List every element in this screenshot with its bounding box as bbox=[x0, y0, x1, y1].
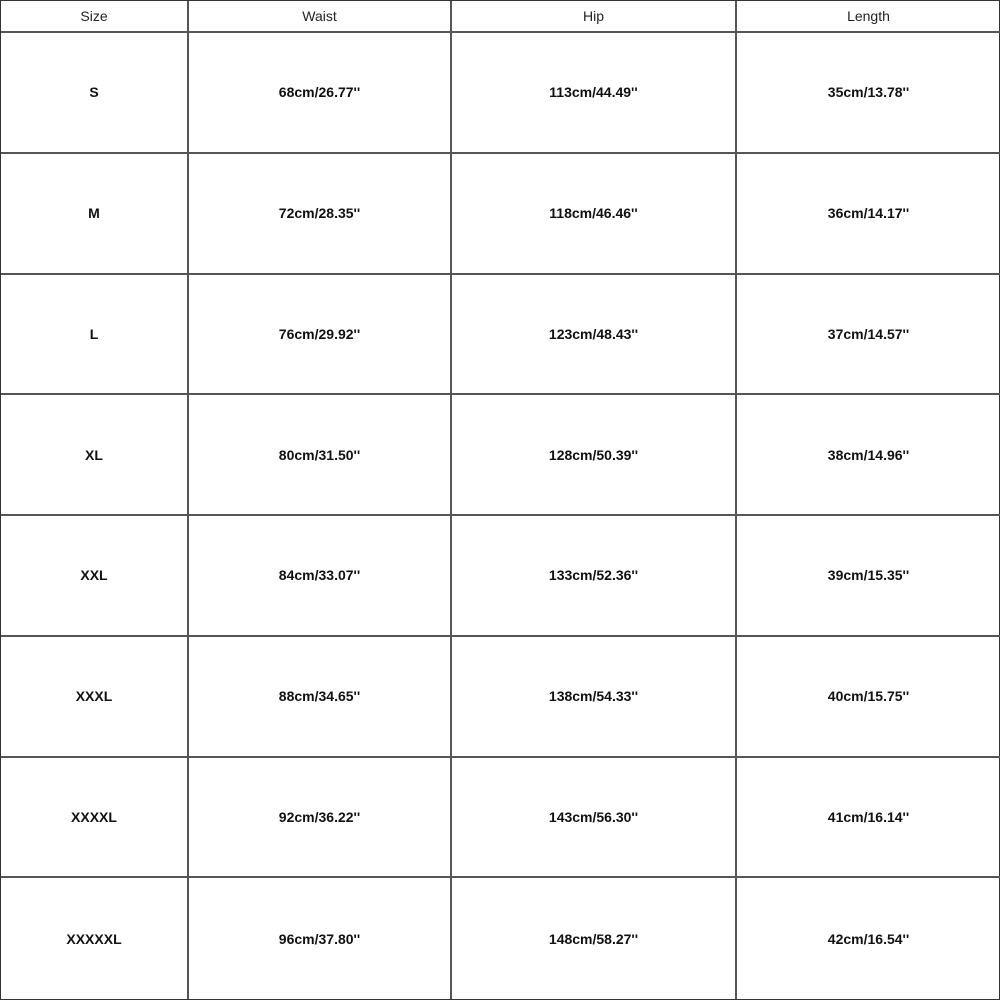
waist-cell: 76cm/29.92'' bbox=[189, 275, 452, 396]
size-cell: XXXXL bbox=[1, 758, 189, 879]
hip-cell: 138cm/54.33'' bbox=[452, 637, 737, 758]
length-cell: 37cm/14.57'' bbox=[737, 275, 1000, 396]
hip-cell: 123cm/48.43'' bbox=[452, 275, 737, 396]
waist-cell: 80cm/31.50'' bbox=[189, 395, 452, 516]
waist-cell: 84cm/33.07'' bbox=[189, 516, 452, 637]
size-cell: L bbox=[1, 275, 189, 396]
size-cell: S bbox=[1, 33, 189, 154]
size-cell: XXXL bbox=[1, 637, 189, 758]
length-cell: 38cm/14.96'' bbox=[737, 395, 1000, 516]
hip-cell: 133cm/52.36'' bbox=[452, 516, 737, 637]
waist-cell: 92cm/36.22'' bbox=[189, 758, 452, 879]
waist-cell: 96cm/37.80'' bbox=[189, 878, 452, 999]
length-cell: 35cm/13.78'' bbox=[737, 33, 1000, 154]
waist-cell: 68cm/26.77'' bbox=[189, 33, 452, 154]
hip-cell: 143cm/56.30'' bbox=[452, 758, 737, 879]
length-cell: 36cm/14.17'' bbox=[737, 154, 1000, 275]
waist-cell: 88cm/34.65'' bbox=[189, 637, 452, 758]
header-waist: Waist bbox=[189, 1, 452, 33]
length-cell: 39cm/15.35'' bbox=[737, 516, 1000, 637]
hip-cell: 148cm/58.27'' bbox=[452, 878, 737, 999]
hip-cell: 113cm/44.49'' bbox=[452, 33, 737, 154]
size-cell: XXL bbox=[1, 516, 189, 637]
header-length: Length bbox=[737, 1, 1000, 33]
size-cell: M bbox=[1, 154, 189, 275]
size-cell: XXXXXL bbox=[1, 878, 189, 999]
length-cell: 41cm/16.14'' bbox=[737, 758, 1000, 879]
hip-cell: 128cm/50.39'' bbox=[452, 395, 737, 516]
hip-cell: 118cm/46.46'' bbox=[452, 154, 737, 275]
waist-cell: 72cm/28.35'' bbox=[189, 154, 452, 275]
length-cell: 40cm/15.75'' bbox=[737, 637, 1000, 758]
header-hip: Hip bbox=[452, 1, 737, 33]
header-size: Size bbox=[1, 1, 189, 33]
size-cell: XL bbox=[1, 395, 189, 516]
length-cell: 42cm/16.54'' bbox=[827, 930, 910, 947]
